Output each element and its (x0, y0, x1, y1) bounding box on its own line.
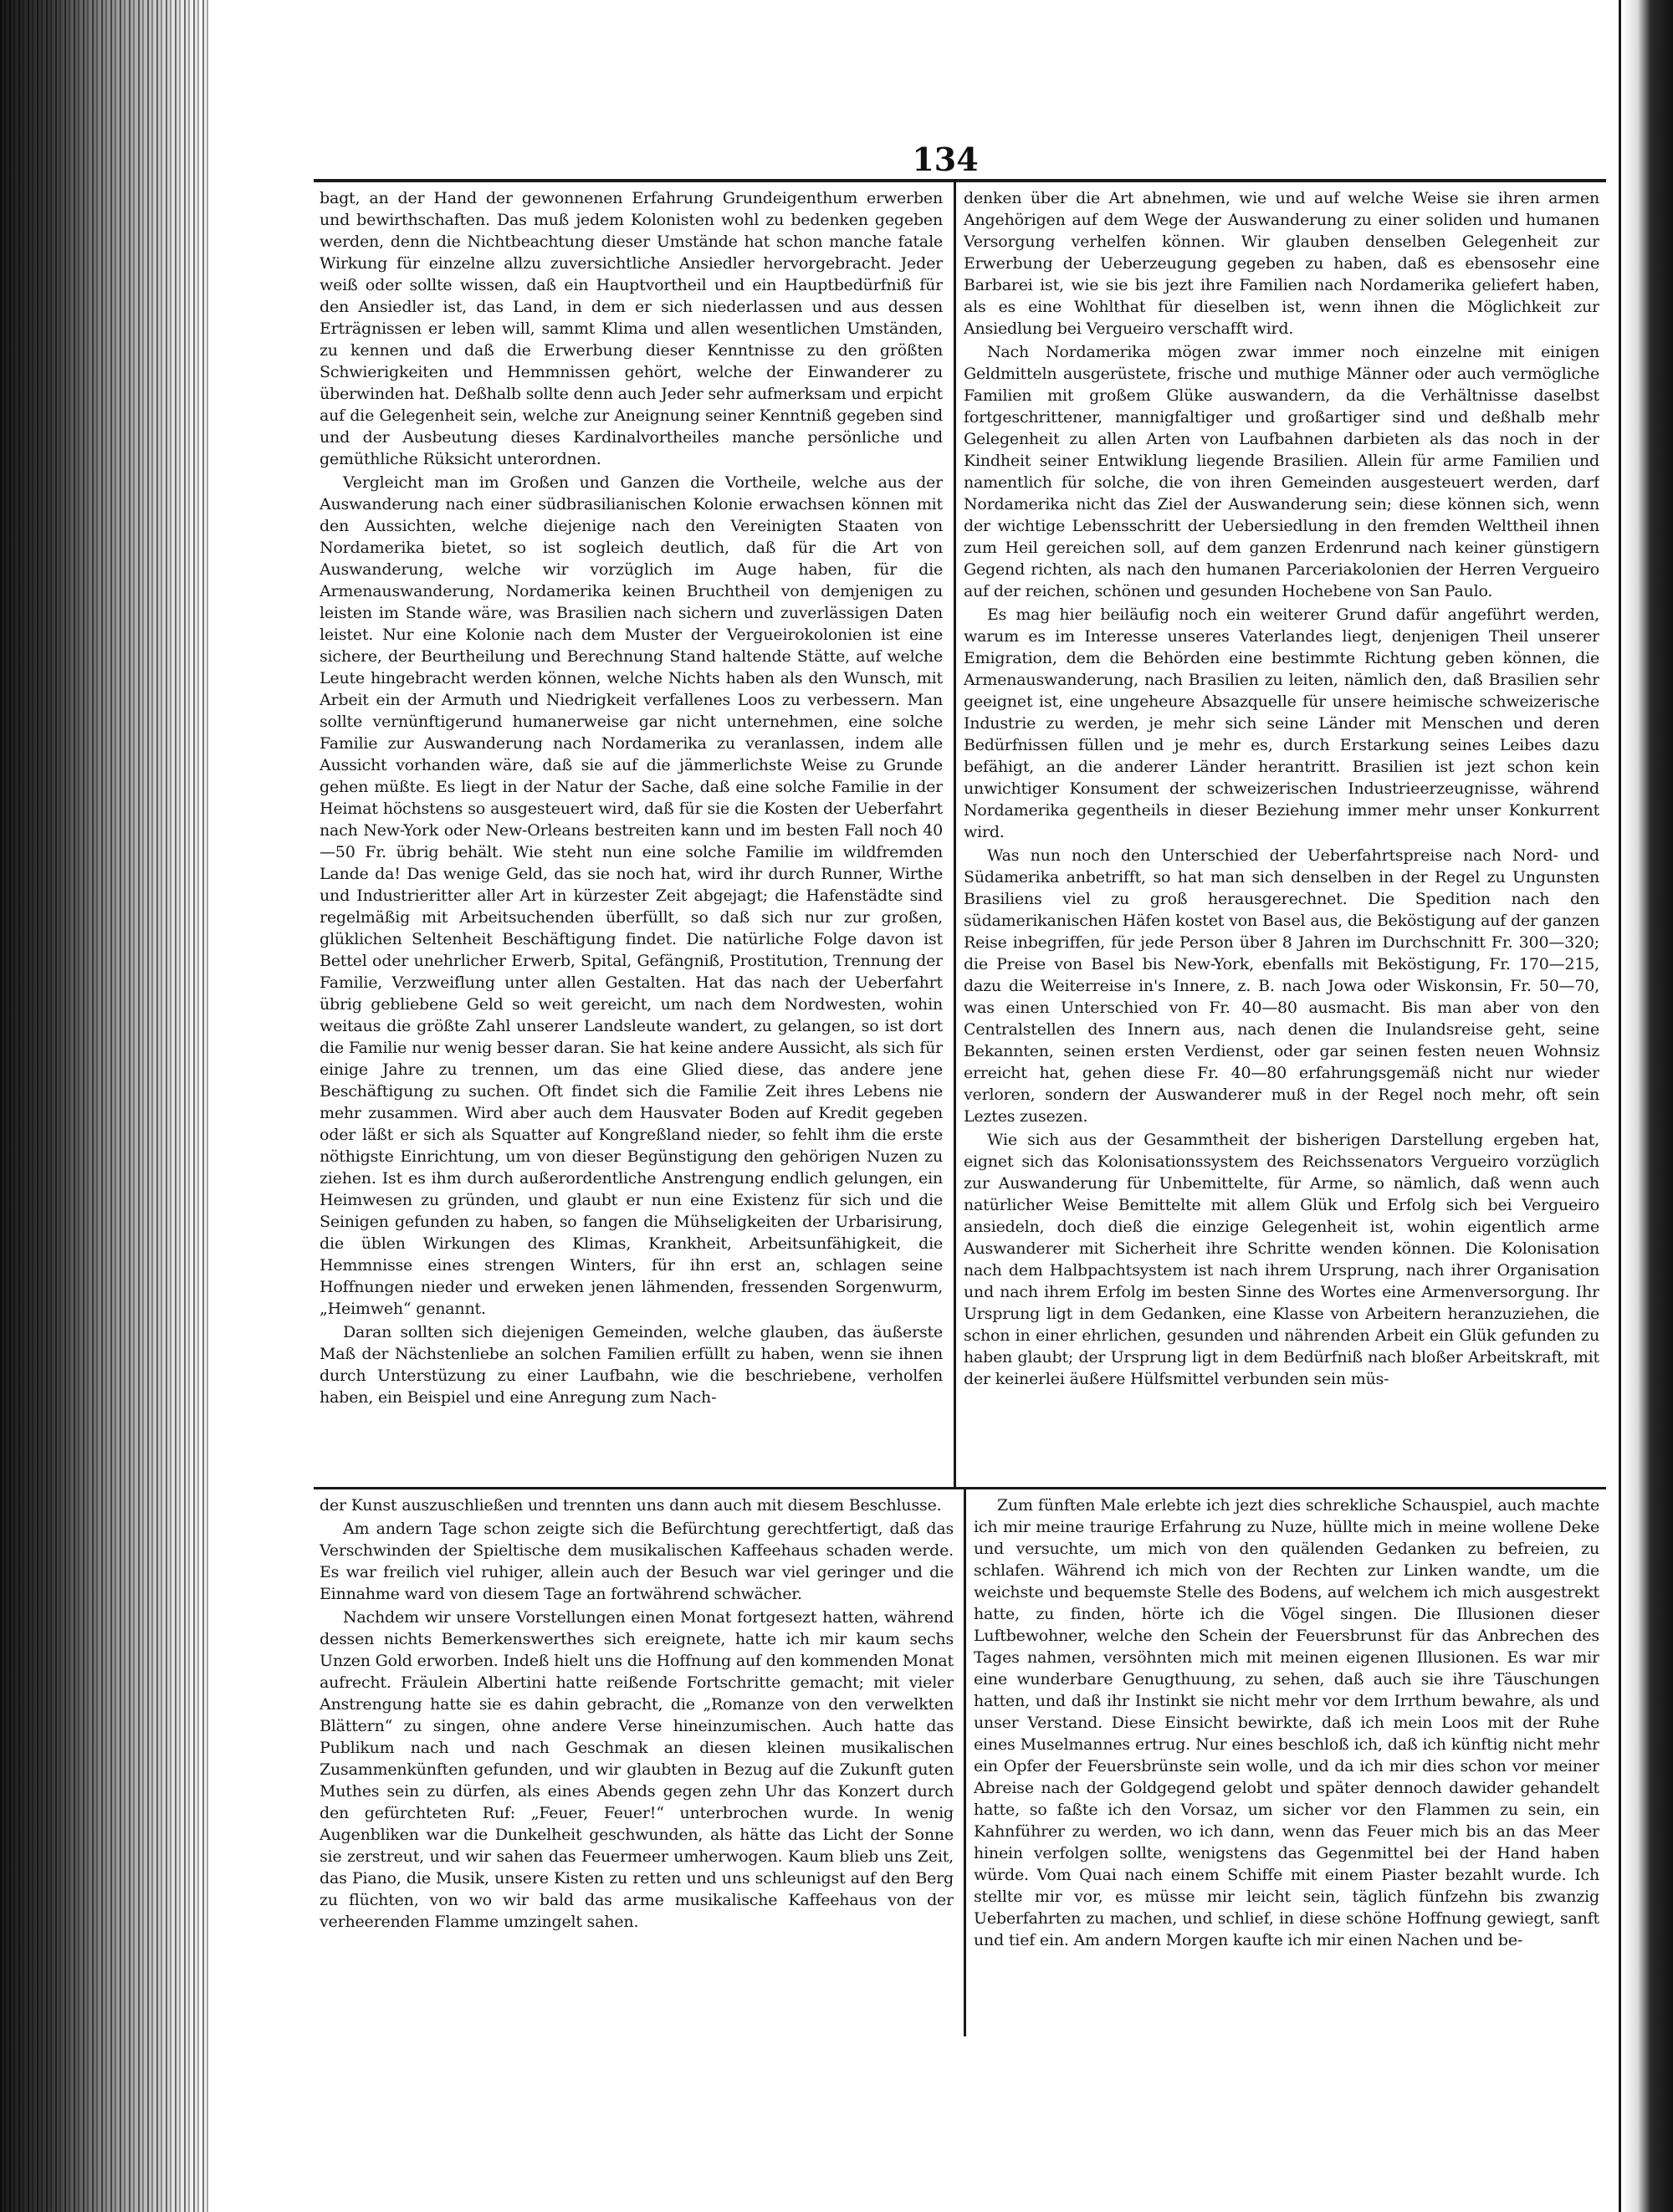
paragraph: Wie sich aus der Gesammtheit der bisherigen Darstellung ergeben hat, eignet sich das Kolonisationssystem des Reichssenators Vergueiro vorzüglich zur Auswanderung für Unbemittelte, für Arme, so nämlich, daß wenn auch natürlicher Weise Bemittelte mit allem Glük und Erfolg sich bei Vergueiro ansiedeln, doch dieß die einzige Gelegenheit ist, wohin eigentlich arme Auswanderer mit Sicherheit ihre Schritte wenden können. Die Kolonisation nach dem Halbpachtsystem ist nach ihrem Ursprung, nach ihrer Organisation und nach ihrem Erfolg im besten Sinne des Wortes eine Armenversorgung. Ihr Ursprung ligt in dem Gedanken, eine Klasse von Arbeitern heranzuziehen, die schon in einer ehrlichen, gesunden und nährenden Arbeit ein Glük gefunden zu haben glaubt; der Ursprung ligt in dem Bedürfniß nach bloßer Arbeitskraft, mit der keinerlei äußere Hülfsmittel verbunden sein müs- (964, 1131, 1599, 1388)
paragraph: denken über die Art abnehmen, wie und auf welche Weise sie ihren armen Angehörigen auf dem Wege der Auswanderung zu einer soliden und humanen Versorgung verhelfen können. Wir glauben denselben Gelegenheit zur Erwerbung der Ueberzeugung gegeben zu haben, daß es ebensosehr eine Barbarei ist, wie sie bis jezt ihre Familien nach Nordamerika geliefert haben, als es eine Wohlthat für dieselben ist, wenn ihnen die Möglichkeit zur Ansiedlung bei Vergueiro verschafft wird. (964, 189, 1599, 338)
feuilleton-rule (314, 1487, 1606, 1489)
paragraph: Nach Nordamerika mögen zwar immer noch einzelne mit einigen Geldmitteln ausgerüstete, frische und muthige Männer oder auch vermögliche Familien mit großem Glüke auswandern, da die Verhältnisse daselbst fortgeschrittener, mannigfaltiger und großartiger sind und deßhalb mehr Gelegenheit zu allen Arten von Laufbahnen darbieten als das noch in der Kindheit seiner Entwiklung liegende Brasilien. Allein für arme Familien und namentlich für solche, die von ihren Gemeinden ausgesteuert werden, darf Nordamerika nicht das Ziel der Auswanderung sein; diese können sich, wenn der wichtige Lebensschritt der Uebersiedlung in den fremden Welttheil ihnen zum Heil gereichen soll, auf dem ganzen Erdenrund nach keiner günstigern Gegend richten, als nach den humanen Parceriakolonien der Herren Vergueiro auf der reichen, schönen und gesunden Hochebene von San Paulo. (964, 343, 1599, 600)
bottom-column-divider (964, 1489, 966, 2036)
paragraph: Nachdem wir unsere Vorstellungen einen Monat fortgesezt hatten, während dessen nichts Bemerkenswerthes sich ereignete, hatte ich mir kaum sechs Unzen Gold erworben. Indeß hielt uns die Hoffnung auf den kommenden Monat aufrecht. Fräulein Albertini hatte reißende Fortschritte gemacht; mit vieler Anstrengung hatte sie es dahin gebracht, die „Romanze von den verwelkten Blättern“ zu singen, ohne andere Verse hineinzumischen. Auch hatte das Publikum nach und nach Geschmak an diesen kleinen musikalischen Zusammenkünften gefunden, und wir glaubten in Bezug auf die Zukunft guten Muthes sein zu dürfen, als eines Abends gegen zehn Uhr das Konzert durch den gefürchteten Ruf: „Feuer, Feuer!“ unterbrochen wurde. In wenig Augenbliken war die Dunkelheit geschwunden, als hätte das Licht der Sonne sie zerstreut, und wir sahen das Feuermeer umherwogen. Kaum blieb uns Zeit, das Piano, die Musik, unsere Kisten zu retten und uns schleunigst auf den Berg zu flüchten, von wo wir bald das arme musikalische Kaffeehaus von der verheerenden Flamme umzingelt sahen. (320, 1608, 954, 1931)
paragraph: Zum fünften Male erlebte ich jezt dies schrekliche Schauspiel, auch machte ich mir meine traurige Erfahrung zu Nuze, hüllte mich in meine wollene Deke und versuchte, um mich von den quälenden Gedanken zu befreien, zu schlafen. Während ich mich von der Rechten zur Linken wandte, um die weichste und bequemste Stelle des Bodens, auf welchem ich mich ausgestrekt hatte, zu finden, hörte ich die Vögel singen. Die Illusionen dieser Luftbewohner, welche den Schein der Feuersbrunst für das Anbrechen des Tages nahmen, versöhnten mich mit meinen eigenen Illusionen. Es war mir eine wunderbare Genugthuung, zu sehen, daß auch sie ihre Täuschungen hatten, und daß ihr Instinkt sie nicht mehr vor dem Irrthum bewahre, als und unser Verstand. Diese Einsicht bewirkte, daß ich mein Loos mit der Ruhe eines Muselmannes ertrug. Nur eines beschloß ich, daß ich künftig nicht mehr ein Opfer der Feuersbrünste sein wolle, und da ich mir dies schon vor meiner Abreise nach der Goldgegend gelobt und später dennoch dawider gehandelt hatte, so faßte ich den Vorsaz, um sicher vor den Flammen zu sein, ein Kahnführer zu werden, wo ich dann, wenn das Feuer mich bis an das Meer hinein verfolgen sollte, wenigstens das Gegenmittel bei der Hand haben würde. Vom Quai nach einem Schiffe mit einem Piaster bezahlt wurde. Ich stellte mir vor, es müsse mir leicht sein, täglich fünfzehn bis zwanzig Ueberfahrten zu machen, und schlief, in diese schöne Hoffnung gewiegt, sanft und tief ein. Am andern Morgen kaufte ich mir einen Nachen und be- (974, 1496, 1599, 1949)
top-column-divider (954, 179, 956, 1487)
scan-right-edge (1623, 0, 1673, 2212)
paragraph: Vergleicht man im Großen und Ganzen die Vortheile, welche aus der Auswanderung nach einer südbrasilianischen Kolonie erwachsen können mit den Aussichten, welche diejenige nach den Vereinigten Staaten von Nordamerika bietet, so ist sogleich deutlich, daß für die Art von Auswanderung, welche wir vorzüglich im Auge haben, für die Armenauswanderung, Nordamerika keinen Bruchtheil von demjenigen zu leisten im Stande wäre, was Brasilien nach sichern und zuverlässigen Daten leistet. Nur eine Kolonie nach dem Muster der Vergueirokolonien ist eine sichere, der Beurtheilung und Berechnung Stand haltende Stätte, auf welche Leute hingebracht werden können, welche Nichts haben als den Wunsch, mit Arbeit ein der Armuth und Niedrigkeit verfallenes Loos zu verbessern. Man sollte vernünftigerund humanerweise gar nicht unternehmen, eine solche Familie zur Auswanderung nach Nordamerika zu veranlassen, indem alle Aussicht vorhanden wäre, daß sie auf die jämmerlichste Weise zu Grunde gehen müßte. Es liegt in der Natur der Sache, daß eine solche Familie in der Heimat höchstens so ausgesteuert wird, daß für sie die Kosten der Ueberfahrt nach New-York oder New-Orleans bestreiten kann und im besten Fall noch 40—50 Fr. übrig behält. Wie steht nun eine solche Familie im wildfremden Lande da! Das wenige Geld, das sie noch hat, wird ihr durch Runner, Wirthe und Industrieritter aller Art in kürzester Zeit abgejagt; die Hafenstädte sind regelmäßig mit Arbeitsuchenden überfüllt, so daß sich nur zur großen, glüklichen Seltenheit Beschäftigung findet. Die natürliche Folge davon ist Bettel oder unehrlicher Erwerb, Spital, Gefängniß, Prostitution, Trennung der Familie, Verzweiflung unter allen Gestalten. Hat das nach der Ueberfahrt übrig gebliebene Geld so weit gereicht, um nach dem Nordwesten, wohin weitaus die größte Zahl unserer Landsleute wandert, zu gelangen, so ist dort die Familie nur wenig besser daran. Sie hat keine andere Aussicht, als sich für einige Jahre zu trennen, um das eine Glied diese, das andere jene Beschäftigung zu suchen. Oft findet sich die Familie Zeit ihres Lebens nie mehr zusammen. Wird aber auch dem Hausvater Boden auf Kredit gegeben oder läßt er sich als Squatter auf Kongreßland nieder, so fehlt ihm die erste nöthigste Einrichtung, um von dieser Begünstigung den gehörigen Nuzen zu ziehen. Ist es ihm durch außerordentliche Anstrengung endlich gelungen, ein Heimwesen zu gründen, und glaubt er nun eine Existenz für sich und die Seinigen gefunden zu haben, so fangen die Mühseligkeiten der Urbarisirung, die üblen Wirkungen des Klimas, Krankheit, Arbeitsunfähigkeit, die Hemmnisse eines strengen Winters, für ihn erst an, schlagen seine Hoffnungen nieder und erweken jenen lähmenden, fressenden Sorgenwurm, „Heimweh“ genannt. (320, 473, 943, 1318)
page-edge-line (1619, 0, 1621, 2212)
feuilleton-column-right (974, 1494, 1599, 2033)
paragraph: Es mag hier beiläufig noch ein weiterer Grund dafür angeführt werden, warum es im Interesse unseres Vaterlandes liegt, denjenigen Theil unserer Emigration, dem die Behörden eine bestimmte Richtung geben können, die Armenauswanderung, nach Brasilien zu leiten, nämlich den, daß Brasilien sehr geeignet ist, eine ungeheure Absazquelle für unsere heimische schweizerische Industrie zu werden, je mehr sich seine Länder mit Menschen und deren Bedürfnissen füllen und je mehr es, durch Erstarkung seines Leibes dazu befähigt, an die anderer Länder herantritt. Brasilien ist jezt schon kein unwichtiger Konsument der schweizerischen Industrieerzeugnisse, während Nordamerika gegentheils in dieser Beziehung immer mehr unser Konkurrent wird. (964, 605, 1599, 841)
paragraph: Am andern Tage schon zeigte sich die Befürchtung gerechtfertigt, daß das Verschwinden der Spieltische dem musikalischen Kaffeehaus schaden werde. Es war freilich viel ruhiger, allein auch der Besuch war viel geringer und die Einnahme ward von diesem Tage an fortwährend schwächer. (320, 1520, 954, 1603)
article-column-left (320, 187, 943, 1482)
article-column-right (964, 187, 1599, 1482)
scan-binding-shadow (0, 0, 209, 2212)
paragraph: der Kunst auszuschließen und trennten uns dann auch mit diesem Beschlusse. (320, 1496, 942, 1515)
page-number: 134 (912, 140, 979, 178)
paragraph: Was nun noch den Unterschied der Ueberfahrtspreise nach Nord- und Südamerika anbetrifft, so hat man sich denselben in der Regel zu Ungunsten Brasiliens viel zu groß herausgerechnet. Die Spedition nach den südamerikanischen Häfen kostet von Basel aus, die Beköstigung auf der ganzen Reise inbegriffen, für jede Person über 8 Jahren im Durchschnitt Fr. 300—320; die Preise von Basel bis New-York, ebenfalls mit Beköstigung, Fr. 170—215, dazu die Weiterreise in's Innere, z. B. nach Jowa oder Wiskonsin, Fr. 50—70, was einen Unterschied von Fr. 40—80 ausmacht. Bis man aber von den Centralstellen des Innern aus, nach denen die Inulandsreise geht, seine Bekannten, seinen ersten Verdienst, oder gar seinen festen neuen Wohnsiz erreicht hat, gehen diese Fr. 40—80 erfahrungsgemäß nicht nur wieder verloren, sondern der Auswanderer muß in der Regel noch mehr, oft sein Leztes zusezen. (964, 846, 1599, 1126)
paragraph: Daran sollten sich diejenigen Gemeinden, welche glauben, das äußerste Maß der Nächstenliebe an solchen Familien erfüllt zu haben, wenn sie ihnen durch Unterstüzung zu einer Laufbahn, wie die beschriebene, verholfen haben, ein Beispiel und eine Anregung zum Nach- (320, 1323, 943, 1407)
paragraph: bagt, an der Hand der gewonnenen Erfahrung Grundeigenthum erwerben und bewirthschaften. Das muß jedem Kolonisten wohl zu bedenken gegeben werden, denn die Nichtbeachtung dieser Umstände hat schon manche fatale Wirkung für einzelne allzu zuversichtliche Ansiedler hervorgebracht. Jeder weiß oder sollte wissen, daß ein Hauptvortheil und ein Hauptbedürfniß für den Ansiedler ist, das Land, in dem er sich niederlassen und aus dessen Erträgnissen er leben will, sammt Klima und allen wesentlichen Umständen, zu kennen und daß die Erwerbung dieser Kenntnisse zu den größten Schwierigkeiten und Hemmnissen gehört, welche der Einwanderer zu überwinden hat. Deßhalb sollte denn auch Jeder sehr aufmerksam und erpicht auf die Gelegenheit sein, welche zur Aneignung seiner Kenntniß gegeben sind und der Ausbeutung dieses Kardinalvortheiles manche persönliche und gemüthliche Rüksicht unterordnen. (320, 189, 943, 468)
feuilleton-column-left (320, 1494, 954, 2033)
top-rule (314, 179, 1606, 182)
